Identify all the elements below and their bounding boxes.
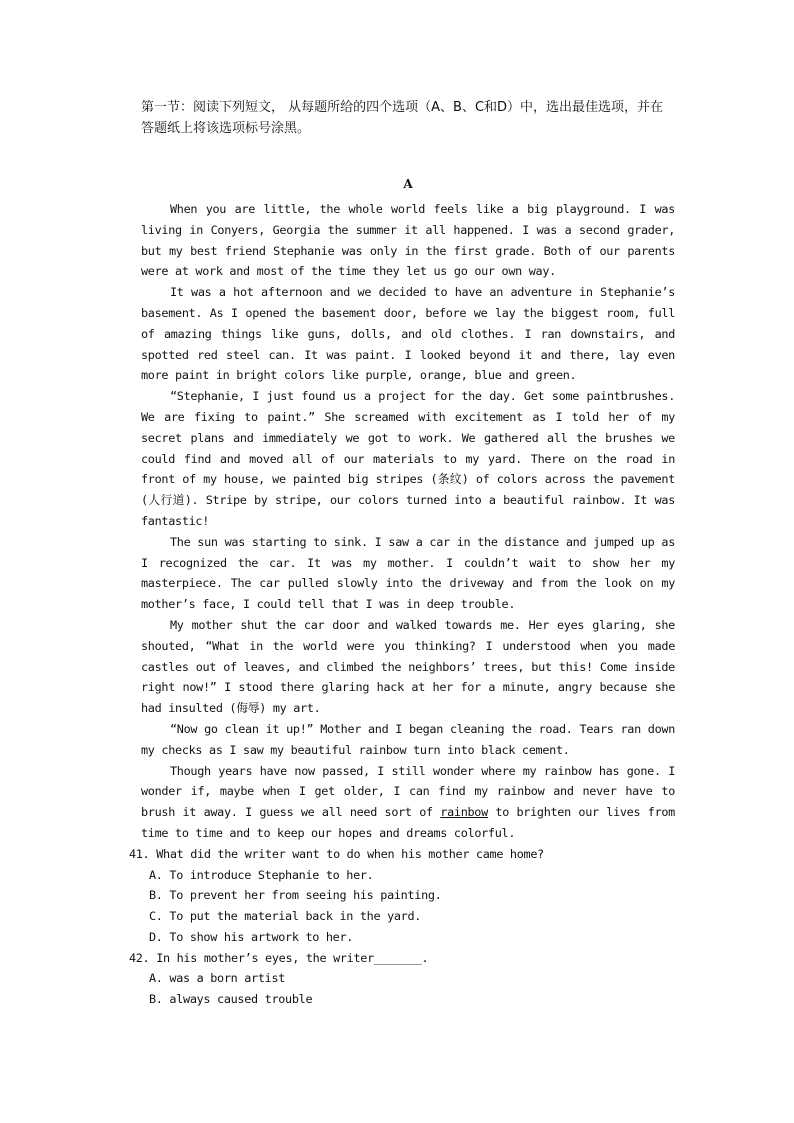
question-stem: 41. What did the writer want to do when his mother came home? bbox=[129, 846, 544, 861]
question-41 bbox=[129, 844, 675, 948]
paragraph-5: My mother shut the car door and walked towards me. Her eyes glaring, she shouted, “What in the world were you thinking? I understood when you made castles out of leaves, and climbed the neighbors’ trees, but this! Come inside right now!” I stood there glaring hack at her for a minute, angry because she had insulted (侮辱) my art. bbox=[141, 617, 675, 716]
paragraph-3: “Stephanie, I just found us a project for the day. Get some paintbrushes. We are fixing to paint.” She screamed with excitement as I told her of my secret plans and immediately we got to work. We gathered all the brushes we could find and moved all of our materials to my yard. There on the road in front of my house, we painted big stripes (条纹) of colors across the pavement (人行道). Stripe by stripe, our colors turned into a beautiful rainbow. It was fantastic! bbox=[141, 389, 675, 528]
underlined-word: rainbow bbox=[440, 805, 488, 820]
paragraph-7-before: Though years have now passed, I still wonder where my rainbow has gone. I wonder if, maybe when I get older, I can find my rainbow and never have to brush it away. I guess we all need sort of bbox=[141, 763, 675, 820]
paragraph-2: It was a hot afternoon and we decided to have an adventure in Stephanie’s basement. As I opened the basement door, before we lay the biggest room, full of amazing things like guns, dolls, and old clothes. I ran downstairs, and spotted red steel can. It was paint. I looked beyond it and there, lay even more paint in bright colors like purple, orange, blue and green. bbox=[141, 285, 675, 383]
option-d: D. To show his artwork to her. bbox=[149, 929, 354, 944]
option-b: B. always caused trouble bbox=[149, 992, 313, 1007]
passage-title: A bbox=[403, 177, 413, 191]
paragraph-4: The sun was starting to sink. I saw a car in the distance and jumped up as I recognized the car. It was my mother. I couldn’t wait to show her my masterpiece. The car pulled slowly into the driveway and from the look on my mother’s face, I could tell that I was in deep trouble. bbox=[141, 534, 675, 612]
paragraph-6: “Now go clean it up!” Mother and I began cleaning the road. Tears ran down my checks as I saw my beautiful rainbow turn into black cement. bbox=[141, 721, 675, 757]
document-page bbox=[129, 97, 675, 1010]
option-b: B. To prevent her from seeing his painting. bbox=[149, 888, 442, 903]
question-42 bbox=[129, 948, 675, 1010]
paragraph-1: When you are little, the whole world feels like a big playground. I was living in Conyers, Georgia the summer it all happened. I was a second grader, but my best friend Stephanie was only in the first grade. Both of our parents were at work and most of the time they let us go our own way. bbox=[141, 202, 675, 279]
option-a: A. was a born artist bbox=[149, 971, 286, 986]
paragraph-7-after: to brighten our lives from time to time and to keep our hopes and dreams colorful. bbox=[141, 805, 675, 840]
paragraph-7 bbox=[141, 761, 675, 844]
question-stem: 42. In his mother’s eyes, the writer_______. bbox=[129, 950, 429, 965]
option-a: A. To introduce Stephanie to her. bbox=[149, 867, 374, 882]
option-c: C. To put the material back in the yard. bbox=[149, 909, 422, 924]
section-instructions: 第一节：阅读下列短文， 从每题所给的四个选项（A、B、C和D）中，选出最佳选项，并在答题纸上将该选项标号涂黑。 bbox=[141, 100, 664, 136]
